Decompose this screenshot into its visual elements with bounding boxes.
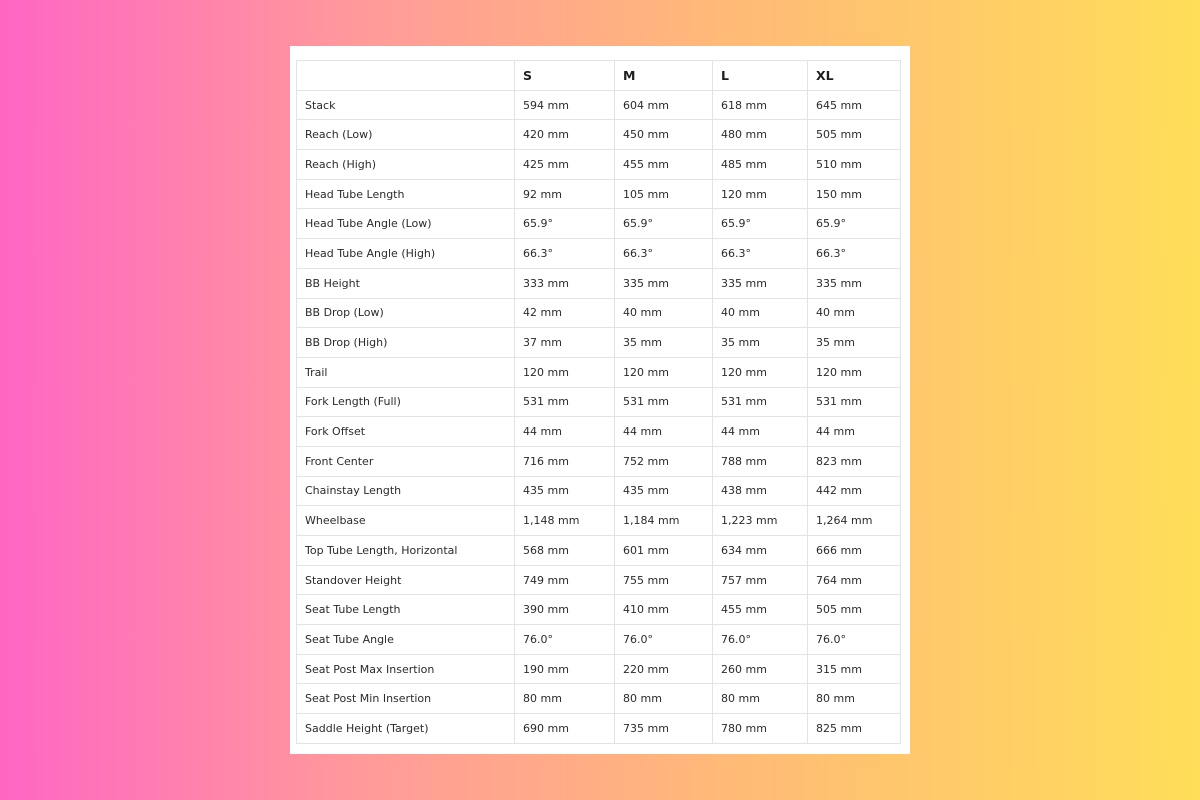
table-body [297, 90, 901, 743]
row-label: Head Tube Length [297, 179, 515, 209]
table-cell: 755 mm [615, 565, 713, 595]
row-label: BB Drop (Low) [297, 298, 515, 328]
table-row [297, 684, 901, 714]
table-cell: 1,223 mm [713, 506, 808, 536]
table-cell: 601 mm [615, 536, 713, 566]
table-cell: 80 mm [808, 684, 901, 714]
table-row [297, 506, 901, 536]
table-cell: 645 mm [808, 90, 901, 120]
row-label: Reach (Low) [297, 120, 515, 150]
table-cell: 788 mm [713, 446, 808, 476]
table-cell: 757 mm [713, 565, 808, 595]
table-cell: 150 mm [808, 179, 901, 209]
table-row [297, 239, 901, 269]
table-cell: 65.9° [713, 209, 808, 239]
table-cell: 120 mm [713, 179, 808, 209]
table-cell: 825 mm [808, 714, 901, 744]
table-cell: 66.3° [615, 239, 713, 269]
table-cell: 315 mm [808, 654, 901, 684]
table-row [297, 268, 901, 298]
table-cell: 634 mm [713, 536, 808, 566]
table-row [297, 357, 901, 387]
table-cell: 435 mm [515, 476, 615, 506]
table-cell: 823 mm [808, 446, 901, 476]
table-row [297, 417, 901, 447]
table-row [297, 476, 901, 506]
table-row [297, 714, 901, 744]
table-row [297, 90, 901, 120]
table-cell: 76.0° [713, 625, 808, 655]
row-label: Trail [297, 357, 515, 387]
table-cell: 531 mm [713, 387, 808, 417]
table-cell: 120 mm [713, 357, 808, 387]
table-row [297, 387, 901, 417]
table-cell: 690 mm [515, 714, 615, 744]
table-row [297, 446, 901, 476]
table-cell: 120 mm [808, 357, 901, 387]
column-header-l: L [713, 61, 808, 91]
table-cell: 335 mm [808, 268, 901, 298]
table-cell: 480 mm [713, 120, 808, 150]
row-label: Head Tube Angle (High) [297, 239, 515, 269]
table-cell: 37 mm [515, 328, 615, 358]
table-row [297, 565, 901, 595]
table-cell: 780 mm [713, 714, 808, 744]
table-cell: 66.3° [713, 239, 808, 269]
table-cell: 531 mm [808, 387, 901, 417]
row-label: Fork Offset [297, 417, 515, 447]
table-cell: 1,148 mm [515, 506, 615, 536]
table-cell: 76.0° [615, 625, 713, 655]
row-label: Reach (High) [297, 150, 515, 180]
row-label: Standover Height [297, 565, 515, 595]
row-label: Head Tube Angle (Low) [297, 209, 515, 239]
table-cell: 435 mm [615, 476, 713, 506]
table-cell: 44 mm [713, 417, 808, 447]
table-cell: 80 mm [515, 684, 615, 714]
table-cell: 92 mm [515, 179, 615, 209]
row-label: Fork Length (Full) [297, 387, 515, 417]
table-row [297, 654, 901, 684]
table-cell: 505 mm [808, 120, 901, 150]
table-cell: 749 mm [515, 565, 615, 595]
table-cell: 35 mm [713, 328, 808, 358]
row-label: Seat Tube Angle [297, 625, 515, 655]
table-row [297, 595, 901, 625]
column-header-s: S [515, 61, 615, 91]
geometry-table [296, 60, 901, 744]
table-cell: 65.9° [615, 209, 713, 239]
row-label: Saddle Height (Target) [297, 714, 515, 744]
table-cell: 40 mm [808, 298, 901, 328]
table-cell: 420 mm [515, 120, 615, 150]
row-label: Chainstay Length [297, 476, 515, 506]
table-cell: 76.0° [808, 625, 901, 655]
table-cell: 666 mm [808, 536, 901, 566]
table-cell: 44 mm [808, 417, 901, 447]
table-cell: 333 mm [515, 268, 615, 298]
table-cell: 510 mm [808, 150, 901, 180]
table-row [297, 536, 901, 566]
table-cell: 80 mm [615, 684, 713, 714]
table-cell: 485 mm [713, 150, 808, 180]
table-row [297, 150, 901, 180]
row-label: Stack [297, 90, 515, 120]
table-cell: 35 mm [808, 328, 901, 358]
table-cell: 568 mm [515, 536, 615, 566]
table-cell: 764 mm [808, 565, 901, 595]
table-cell: 410 mm [615, 595, 713, 625]
table-cell: 594 mm [515, 90, 615, 120]
table-cell: 35 mm [615, 328, 713, 358]
table-cell: 505 mm [808, 595, 901, 625]
table-cell: 531 mm [515, 387, 615, 417]
table-cell: 66.3° [515, 239, 615, 269]
table-cell: 442 mm [808, 476, 901, 506]
table-cell: 335 mm [713, 268, 808, 298]
column-header-m: M [615, 61, 713, 91]
row-label: Wheelbase [297, 506, 515, 536]
table-cell: 76.0° [515, 625, 615, 655]
table-cell: 65.9° [808, 209, 901, 239]
table-cell: 65.9° [515, 209, 615, 239]
table-cell: 260 mm [713, 654, 808, 684]
row-label: Front Center [297, 446, 515, 476]
row-label: Seat Tube Length [297, 595, 515, 625]
table-cell: 752 mm [615, 446, 713, 476]
table-cell: 618 mm [713, 90, 808, 120]
table-cell: 42 mm [515, 298, 615, 328]
table-cell: 604 mm [615, 90, 713, 120]
row-label: Seat Post Min Insertion [297, 684, 515, 714]
table-cell: 531 mm [615, 387, 713, 417]
table-row [297, 209, 901, 239]
table-cell: 1,184 mm [615, 506, 713, 536]
table-cell: 1,264 mm [808, 506, 901, 536]
table-cell: 335 mm [615, 268, 713, 298]
table-cell: 716 mm [515, 446, 615, 476]
geometry-table-card [290, 46, 910, 754]
table-cell: 44 mm [515, 417, 615, 447]
table-cell: 438 mm [713, 476, 808, 506]
table-cell: 735 mm [615, 714, 713, 744]
table-row [297, 328, 901, 358]
table-cell: 66.3° [808, 239, 901, 269]
table-row [297, 298, 901, 328]
header-corner-cell [297, 61, 515, 91]
table-cell: 40 mm [713, 298, 808, 328]
table-cell: 455 mm [713, 595, 808, 625]
row-label: Top Tube Length, Horizontal [297, 536, 515, 566]
table-row [297, 625, 901, 655]
table-cell: 450 mm [615, 120, 713, 150]
table-cell: 120 mm [615, 357, 713, 387]
table-cell: 120 mm [515, 357, 615, 387]
header-row [297, 61, 901, 91]
table-cell: 455 mm [615, 150, 713, 180]
table-cell: 40 mm [615, 298, 713, 328]
table-cell: 390 mm [515, 595, 615, 625]
table-row [297, 120, 901, 150]
row-label: BB Height [297, 268, 515, 298]
table-cell: 190 mm [515, 654, 615, 684]
table-cell: 80 mm [713, 684, 808, 714]
row-label: Seat Post Max Insertion [297, 654, 515, 684]
row-label: BB Drop (High) [297, 328, 515, 358]
table-header [297, 61, 901, 91]
column-header-xl: XL [808, 61, 901, 91]
table-row [297, 179, 901, 209]
table-cell: 425 mm [515, 150, 615, 180]
table-cell: 220 mm [615, 654, 713, 684]
table-cell: 105 mm [615, 179, 713, 209]
table-cell: 44 mm [615, 417, 713, 447]
